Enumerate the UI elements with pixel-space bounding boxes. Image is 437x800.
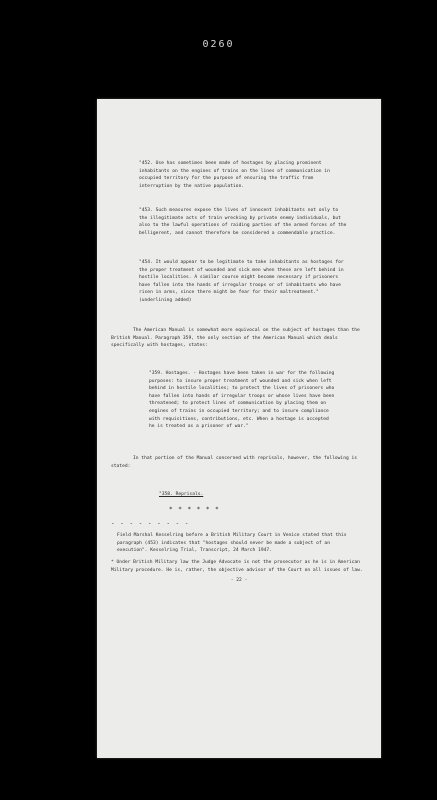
- footnote-judge-advocate: * Under British Military law the Judge Advocate is not the prosecutor as he is in American Military procedure. He is, rather, the objective advisor of the Court on all issues of law.: [111, 560, 363, 573]
- frame-number: 0260: [202, 39, 235, 50]
- omission-stars: * * * * * *: [169, 506, 220, 513]
- quote-paragraph-454: "454. It would appear to be legitimate to take inhabitants as hostages for the proper treatment of wounded and sick men when these are left behind in hostile localities. A similar course might become necessary if prisoners have fallen into the hands of irregular troops or of inhabitants who have risen in arms, since there might be fear for their maltreatment." (underlining added): [139, 260, 347, 303]
- page-number: - 22 -: [230, 578, 248, 583]
- body-paragraph-reprisals: In that portion of the Manual concerned with reprisals, however, the following is stated:: [111, 456, 360, 469]
- quote-paragraph-452: "452. Use has sometimes been made of hostages by placing prominent inhabitants on the engines of trains on the lines of communication in occupied territory for the purpose of ensuring the traffic from interruption by the native population.: [139, 161, 333, 189]
- footnote-separator: - - - - - - - - -: [111, 520, 190, 527]
- body-paragraph-american-manual: The American Manual is somewhat more equivocal on the subject of hostages than the British Manual. Paragraph 359, the only section of the American Manual which deals specifically with hostages, states:: [111, 328, 363, 349]
- footnote-kesselring: Field Marshal Kesselring before a British Military Court in Venice stated that this paragraph (453) indicates that "hostages should never be made a subject of an execution". Kesselring Trial, Transcript, 24 March 1947.: [117, 533, 350, 554]
- document-page: [97, 99, 381, 758]
- reprisals-heading: "358. Reprisals.: [159, 492, 204, 497]
- quote-paragraph-453: "453. Such measures expose the lives of innocent inhabitants not only to the illegitimate acts of train wrecking by private enemy individuals, but also to the lawful operations of raiding parties of the armed forces of the belligerent, and cannot therefore be considered a commendable practice.: [139, 208, 350, 236]
- quote-paragraph-359: "359. Hostages. - Hostages have been taken in war for the following purposes: to insure proper treatment of wounded and sick when left behind in hostile localities; to protect the lives of prisoners who have fallen into hands of irregular troops or whose lives have been threatened; to protect lines of communication by placing them on engines of trains in occupied territory; and to insure compliance with requisitions, contributions, etc. When a hostage is accepted he is treated as a prisoner of war.": [149, 371, 338, 430]
